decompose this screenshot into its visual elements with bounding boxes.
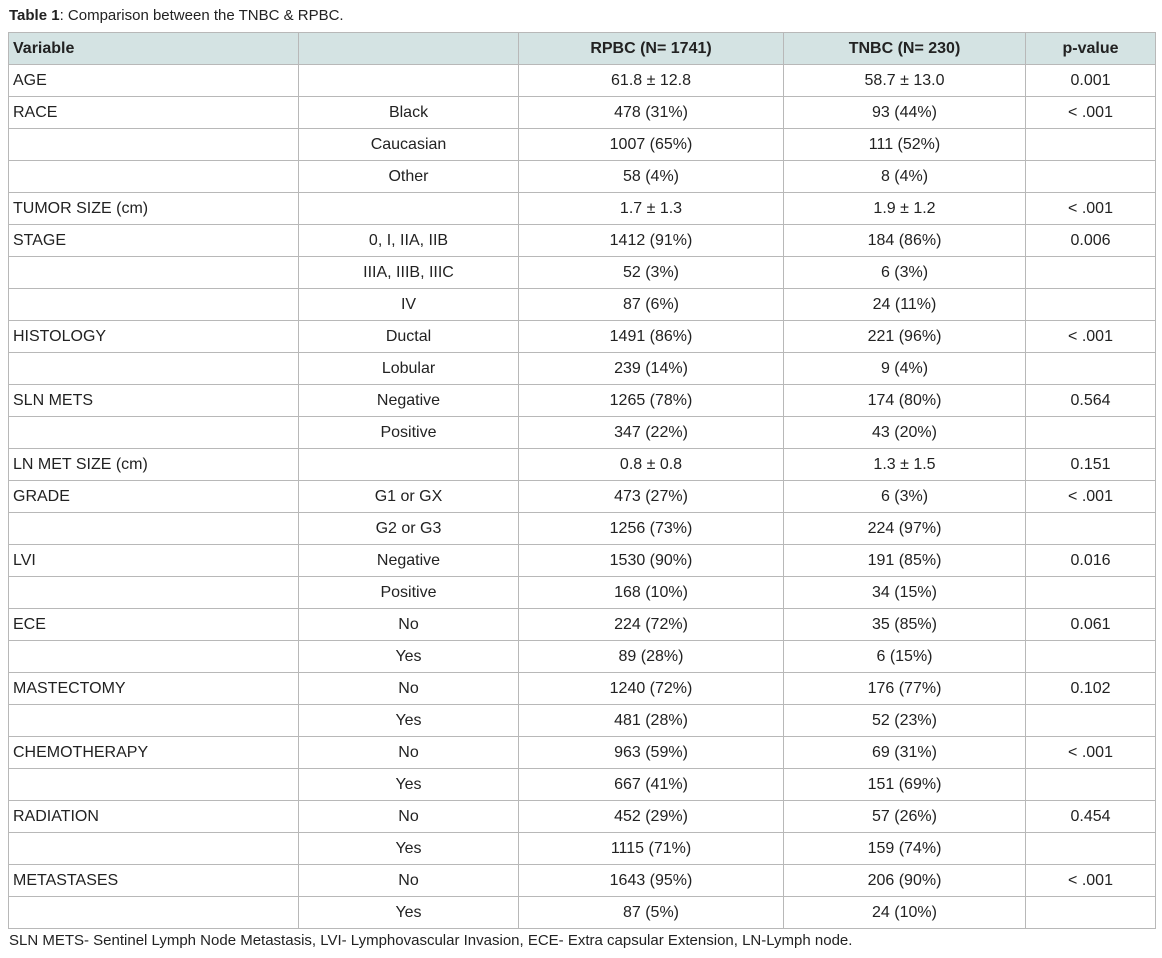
cell-tnbc: 43 (20%) — [784, 417, 1026, 449]
cell-category: Negative — [299, 545, 519, 577]
cell-variable: METASTASES — [9, 865, 299, 897]
table-row — [9, 609, 1156, 641]
cell-rpbc: 1530 (90%) — [519, 545, 784, 577]
header-category — [299, 33, 519, 65]
cell-tnbc: 58.7 ± 13.0 — [784, 65, 1026, 97]
table-row — [9, 865, 1156, 897]
cell-tnbc: 159 (74%) — [784, 833, 1026, 865]
cell-tnbc: 6 (3%) — [784, 481, 1026, 513]
cell-category: Other — [299, 161, 519, 193]
cell-variable — [9, 353, 299, 385]
table-caption-text: : Comparison between the TNBC & RPBC. — [59, 7, 344, 24]
cell-category: No — [299, 673, 519, 705]
cell-p-value: < .001 — [1026, 97, 1156, 129]
cell-variable: AGE — [9, 65, 299, 97]
header-rpbc: RPBC (N= 1741) — [519, 33, 784, 65]
cell-tnbc: 24 (11%) — [784, 289, 1026, 321]
cell-rpbc: 1491 (86%) — [519, 321, 784, 353]
cell-category: Lobular — [299, 353, 519, 385]
cell-rpbc: 52 (3%) — [519, 257, 784, 289]
cell-tnbc: 221 (96%) — [784, 321, 1026, 353]
cell-p-value — [1026, 257, 1156, 289]
cell-tnbc: 174 (80%) — [784, 385, 1026, 417]
cell-category: Positive — [299, 417, 519, 449]
table-row — [9, 577, 1156, 609]
cell-variable: CHEMOTHERAPY — [9, 737, 299, 769]
cell-rpbc: 1007 (65%) — [519, 129, 784, 161]
cell-rpbc: 168 (10%) — [519, 577, 784, 609]
cell-rpbc: 481 (28%) — [519, 705, 784, 737]
cell-tnbc: 184 (86%) — [784, 225, 1026, 257]
cell-variable: LN MET SIZE (cm) — [9, 449, 299, 481]
cell-tnbc: 57 (26%) — [784, 801, 1026, 833]
cell-tnbc: 1.3 ± 1.5 — [784, 449, 1026, 481]
table-row — [9, 129, 1156, 161]
cell-category: Negative — [299, 385, 519, 417]
cell-p-value: < .001 — [1026, 321, 1156, 353]
header-row — [9, 33, 1156, 65]
table-row — [9, 225, 1156, 257]
cell-tnbc: 206 (90%) — [784, 865, 1026, 897]
cell-rpbc: 1265 (78%) — [519, 385, 784, 417]
cell-p-value: 0.016 — [1026, 545, 1156, 577]
cell-rpbc: 1.7 ± 1.3 — [519, 193, 784, 225]
cell-category: IIIA, IIIB, IIIC — [299, 257, 519, 289]
cell-rpbc: 224 (72%) — [519, 609, 784, 641]
cell-tnbc: 69 (31%) — [784, 737, 1026, 769]
cell-p-value — [1026, 161, 1156, 193]
cell-variable: GRADE — [9, 481, 299, 513]
cell-tnbc: 24 (10%) — [784, 897, 1026, 929]
cell-variable — [9, 641, 299, 673]
table-row — [9, 737, 1156, 769]
cell-variable: HISTOLOGY — [9, 321, 299, 353]
comparison-table — [8, 32, 1156, 929]
cell-variable: RACE — [9, 97, 299, 129]
cell-variable: RADIATION — [9, 801, 299, 833]
cell-p-value — [1026, 417, 1156, 449]
cell-variable — [9, 769, 299, 801]
table-row — [9, 321, 1156, 353]
cell-tnbc: 93 (44%) — [784, 97, 1026, 129]
table-row — [9, 65, 1156, 97]
cell-tnbc: 151 (69%) — [784, 769, 1026, 801]
table-row — [9, 353, 1156, 385]
cell-rpbc: 1412 (91%) — [519, 225, 784, 257]
cell-p-value — [1026, 289, 1156, 321]
cell-rpbc: 963 (59%) — [519, 737, 784, 769]
cell-variable — [9, 833, 299, 865]
cell-tnbc: 35 (85%) — [784, 609, 1026, 641]
cell-variable — [9, 289, 299, 321]
table-row — [9, 801, 1156, 833]
cell-p-value: < .001 — [1026, 481, 1156, 513]
cell-tnbc: 52 (23%) — [784, 705, 1026, 737]
cell-rpbc: 61.8 ± 12.8 — [519, 65, 784, 97]
cell-p-value — [1026, 897, 1156, 929]
table-row — [9, 705, 1156, 737]
table-body — [9, 65, 1156, 929]
cell-variable — [9, 161, 299, 193]
cell-category: No — [299, 801, 519, 833]
cell-category: Positive — [299, 577, 519, 609]
cell-variable — [9, 577, 299, 609]
cell-rpbc: 58 (4%) — [519, 161, 784, 193]
cell-category: Yes — [299, 641, 519, 673]
cell-category: No — [299, 737, 519, 769]
cell-category — [299, 193, 519, 225]
table-row — [9, 769, 1156, 801]
cell-p-value: 0.006 — [1026, 225, 1156, 257]
cell-p-value: 0.061 — [1026, 609, 1156, 641]
cell-rpbc: 1643 (95%) — [519, 865, 784, 897]
table-caption-label: Table 1 — [9, 7, 60, 24]
cell-p-value: < .001 — [1026, 193, 1156, 225]
cell-tnbc: 6 (3%) — [784, 257, 1026, 289]
cell-variable — [9, 257, 299, 289]
cell-p-value — [1026, 641, 1156, 673]
cell-tnbc: 1.9 ± 1.2 — [784, 193, 1026, 225]
cell-tnbc: 8 (4%) — [784, 161, 1026, 193]
table-row — [9, 545, 1156, 577]
cell-rpbc: 239 (14%) — [519, 353, 784, 385]
cell-tnbc: 191 (85%) — [784, 545, 1026, 577]
cell-category: Yes — [299, 705, 519, 737]
cell-category: IV — [299, 289, 519, 321]
table-row — [9, 897, 1156, 929]
cell-category: Yes — [299, 833, 519, 865]
cell-tnbc: 111 (52%) — [784, 129, 1026, 161]
header-variable: Variable — [9, 33, 299, 65]
table-row — [9, 513, 1156, 545]
cell-category: Black — [299, 97, 519, 129]
cell-variable — [9, 417, 299, 449]
table-row — [9, 481, 1156, 513]
cell-p-value — [1026, 833, 1156, 865]
table-row — [9, 417, 1156, 449]
cell-category: No — [299, 865, 519, 897]
cell-category: G1 or GX — [299, 481, 519, 513]
table-caption — [9, 7, 344, 25]
cell-variable — [9, 897, 299, 929]
cell-tnbc: 6 (15%) — [784, 641, 1026, 673]
cell-category: No — [299, 609, 519, 641]
cell-variable: TUMOR SIZE (cm) — [9, 193, 299, 225]
cell-category: Ductal — [299, 321, 519, 353]
header-p-value: p-value — [1026, 33, 1156, 65]
cell-rpbc: 347 (22%) — [519, 417, 784, 449]
cell-p-value: < .001 — [1026, 865, 1156, 897]
cell-p-value: 0.001 — [1026, 65, 1156, 97]
cell-tnbc: 224 (97%) — [784, 513, 1026, 545]
table-row — [9, 193, 1156, 225]
cell-category: Yes — [299, 897, 519, 929]
table-row — [9, 673, 1156, 705]
cell-category — [299, 65, 519, 97]
cell-tnbc: 9 (4%) — [784, 353, 1026, 385]
table-row — [9, 289, 1156, 321]
cell-rpbc: 87 (6%) — [519, 289, 784, 321]
cell-rpbc: 1256 (73%) — [519, 513, 784, 545]
cell-p-value: < .001 — [1026, 737, 1156, 769]
table-row — [9, 385, 1156, 417]
cell-category: G2 or G3 — [299, 513, 519, 545]
cell-rpbc: 89 (28%) — [519, 641, 784, 673]
cell-p-value: 0.102 — [1026, 673, 1156, 705]
cell-rpbc: 1115 (71%) — [519, 833, 784, 865]
cell-rpbc: 473 (27%) — [519, 481, 784, 513]
cell-category — [299, 449, 519, 481]
cell-category: Yes — [299, 769, 519, 801]
cell-rpbc: 87 (5%) — [519, 897, 784, 929]
cell-p-value — [1026, 353, 1156, 385]
cell-rpbc: 0.8 ± 0.8 — [519, 449, 784, 481]
table-header — [9, 33, 1156, 65]
cell-p-value: 0.564 — [1026, 385, 1156, 417]
table-row — [9, 257, 1156, 289]
cell-category: Caucasian — [299, 129, 519, 161]
cell-variable: LVI — [9, 545, 299, 577]
cell-rpbc: 452 (29%) — [519, 801, 784, 833]
cell-p-value — [1026, 513, 1156, 545]
cell-rpbc: 1240 (72%) — [519, 673, 784, 705]
cell-p-value — [1026, 129, 1156, 161]
cell-rpbc: 667 (41%) — [519, 769, 784, 801]
cell-rpbc: 478 (31%) — [519, 97, 784, 129]
cell-tnbc: 34 (15%) — [784, 577, 1026, 609]
cell-variable: MASTECTOMY — [9, 673, 299, 705]
table-row — [9, 833, 1156, 865]
header-tnbc: TNBC (N= 230) — [784, 33, 1026, 65]
table-row — [9, 449, 1156, 481]
table-row — [9, 641, 1156, 673]
table-row — [9, 161, 1156, 193]
table-row — [9, 97, 1156, 129]
cell-variable — [9, 513, 299, 545]
cell-p-value — [1026, 577, 1156, 609]
cell-category: 0, I, IIA, IIB — [299, 225, 519, 257]
cell-variable: STAGE — [9, 225, 299, 257]
table-footnote: SLN METS- Sentinel Lymph Node Metastasis, LVI- Lymphovascular Invasion, ECE- Extra capsular Extension, LN-Lymph node. — [9, 932, 853, 949]
cell-variable — [9, 705, 299, 737]
cell-tnbc: 176 (77%) — [784, 673, 1026, 705]
cell-p-value — [1026, 769, 1156, 801]
cell-variable — [9, 129, 299, 161]
cell-p-value: 0.151 — [1026, 449, 1156, 481]
cell-p-value: 0.454 — [1026, 801, 1156, 833]
cell-variable: ECE — [9, 609, 299, 641]
cell-p-value — [1026, 705, 1156, 737]
cell-variable: SLN METS — [9, 385, 299, 417]
